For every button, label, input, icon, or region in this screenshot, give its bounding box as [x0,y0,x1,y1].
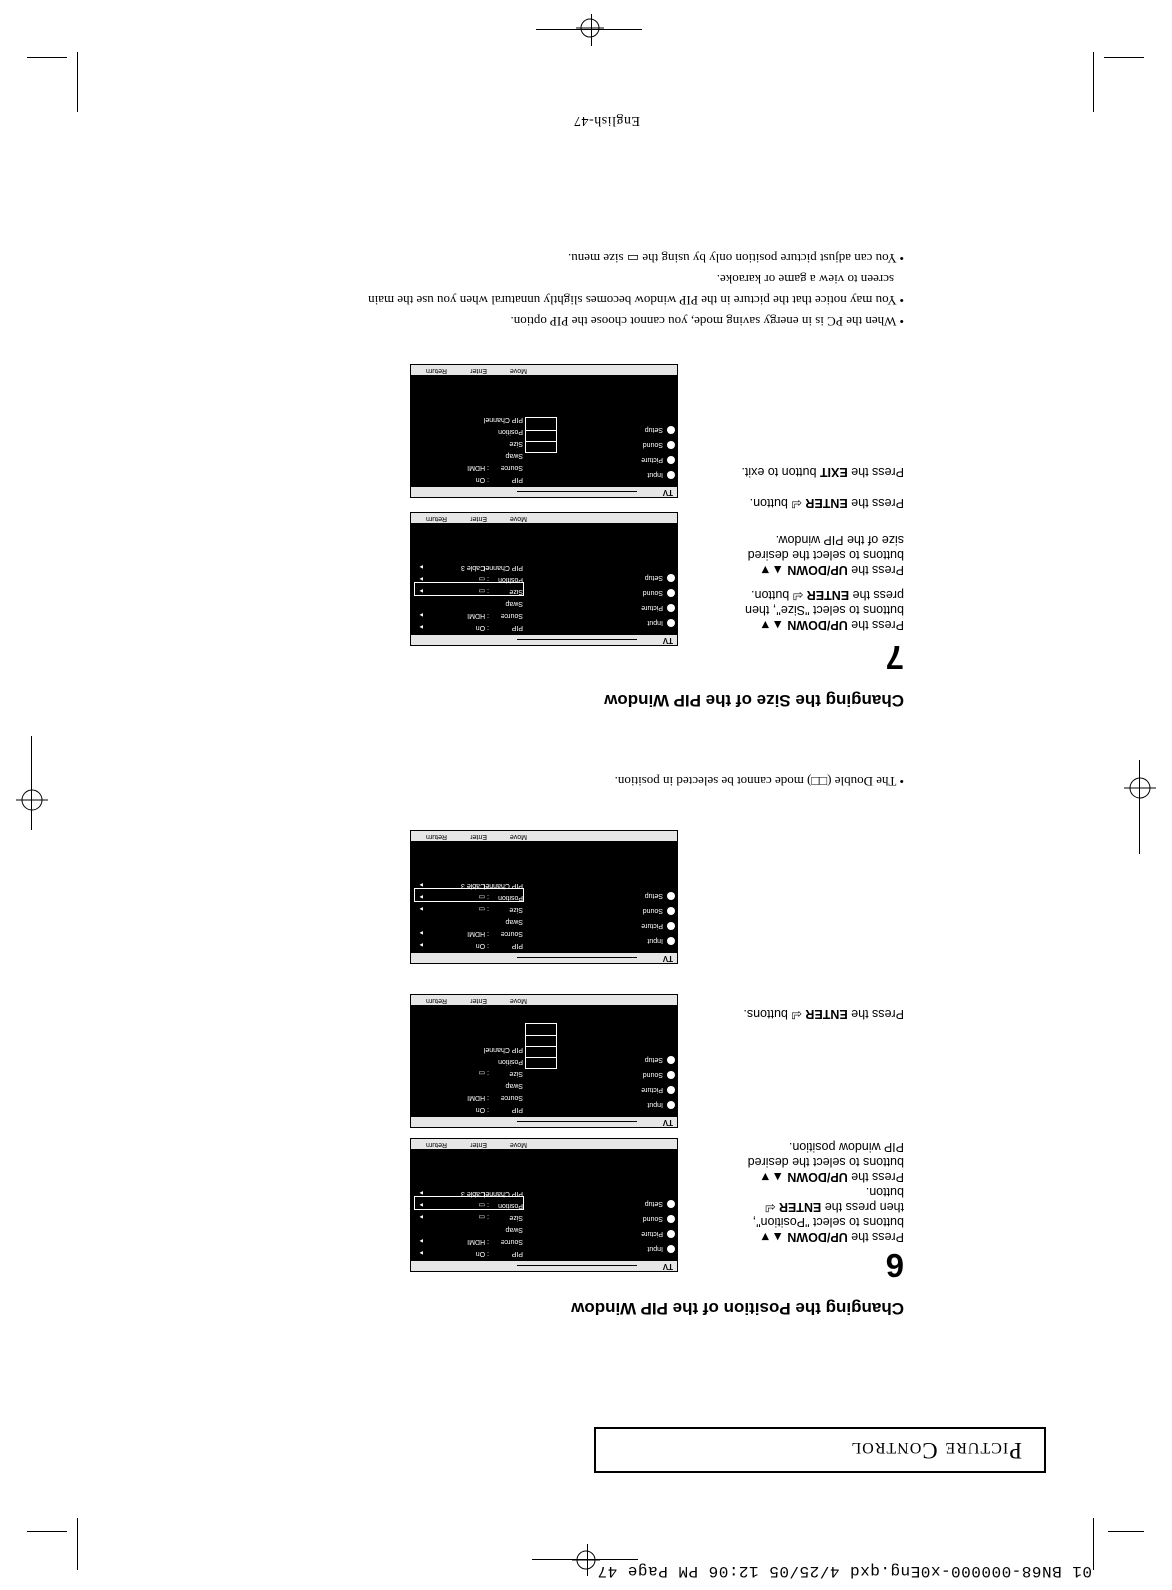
position-steps [704,1006,904,1244]
registration-mark-icon [576,14,604,42]
osd-title-bar: TV [411,1260,677,1271]
step-text: Press the ENTER ⏎ buttons. [743,1007,904,1021]
step-text: PIP window position. [788,1140,904,1154]
osd-rows: PIP : On ▸ Source : HDMI ▸ Swap Size : ▭ ▸ Position : ▭ ▸ PIP Channel : Cable 3 ▸ [415,1185,523,1257]
crop-mark [1093,1518,1094,1570]
step-text: Press the UP/DOWN ▲▼ [759,1230,904,1244]
osd-side-menu: Input Picture Sound Setup [617,567,675,627]
osd-bottom-bar: Move Enter Return [411,831,677,842]
enter-icon: ⏎ [764,1200,776,1214]
size-heading: Changing the Size of the PIP Window [604,691,904,710]
osd-screenshot [410,994,678,1128]
step-text: then press the ENTER ⏎ [764,1200,904,1214]
osd-screenshot [410,830,678,964]
osd-screenshot [410,512,678,646]
osd-title-bar: TV [411,486,677,497]
step-text: buttons to select "Position", [752,1215,904,1229]
pip-position-options [525,1023,557,1069]
osd-title-bar: TV [411,634,677,645]
osd-side-menu: Input Picture Sound Setup [617,1049,675,1109]
registration-mark-icon [572,1546,600,1574]
osd-rows: PIP : On ▸ Source : HDMI ▸ Swap Size : ▭ ▸ Position : ▭ ▸ PIP Channel : Cable 3 ▸ [415,877,523,949]
crop-mark [1093,52,1094,112]
crop-mark [77,52,78,112]
crop-mark [77,1518,78,1570]
position-heading: Changing the Position of the PIP Window [571,1299,904,1318]
osd-side-menu: Input Picture Sound Setup [617,419,675,479]
osd-screenshot [410,364,678,498]
osd-rows: PIP : On Source : HDMI Swap Size : ▭ Position PIP Channel [467,1046,523,1113]
step-text: button. [865,1185,904,1199]
file-header: 01 BN68-000000-x0Eng.qxd 4/25/05 12:06 PM Page 47 [597,1562,1092,1580]
registration-mark-icon [16,784,48,816]
note-item: • You may notice that the picture in the PIP window becomes slightly unnatural when you use the main [368,293,904,308]
osd-rows: PIP : On Source : HDMI Swap Size Position PIP Channel [467,416,523,483]
step-number: 7 [885,639,904,676]
section-title: Picture Control [850,1438,1022,1463]
enter-icon: ⏎ [791,1007,802,1021]
step-text: Press the UP/DOWN ▲▼ [759,1170,904,1184]
crop-mark [27,1531,67,1532]
position-note: • The Double (□□) mode cannot be selected in position. [614,774,904,789]
osd-bottom-bar: Move Enter Return [411,1139,677,1150]
note-item: screen to view a game or karaoke. [716,272,894,287]
step-text: buttons to select the desired [747,1155,904,1169]
osd-side-menu: Input Picture Sound Setup [617,885,675,945]
registration-mark-icon [1124,772,1156,804]
osd-title-bar: TV [411,952,677,963]
step-number: 6 [885,1247,904,1284]
section-title-box [594,1427,1046,1473]
osd-side-menu: Input Picture Sound Setup [617,1193,675,1253]
crop-mark [27,57,67,58]
size-steps: Press the UP/DOWN ▲▼ buttons to select "Size", then press the ENTER ⏎ button. Press the UP/DOWN ▲▼ buttons to select the desired size of the PIP window. Press the ENTER ⏎ button. Press the EXIT button to exit. [741,465,904,632]
osd-title-bar: TV [411,1116,677,1127]
osd-rows: PIP : On ▸ Source : HDMI ▸ Swap Size : ▭ ▸ Position : ▭ ▸ PIP Channel : Cable 3 ▸ [415,559,523,631]
crop-mark [1104,57,1144,58]
size-notes [204,248,904,332]
osd-bottom-bar: Move Enter Return [411,995,677,1006]
osd-bottom-bar: Move Enter Return [411,513,677,524]
pip-size-options [525,417,557,453]
osd-screenshot [410,1138,678,1272]
page-number: English-47 [573,113,640,128]
enter-icon: ⏎ [791,496,802,510]
crop-mark [1108,1531,1144,1532]
osd-bottom-bar: Move Enter Return [411,365,677,376]
note-item: • When the PC is in energy saving mode, you cannot choose the PIP option. [510,314,904,329]
note-item: • You can adjust picture position only by using the ▭ size menu. [567,251,904,266]
enter-icon: ⏎ [792,588,804,602]
